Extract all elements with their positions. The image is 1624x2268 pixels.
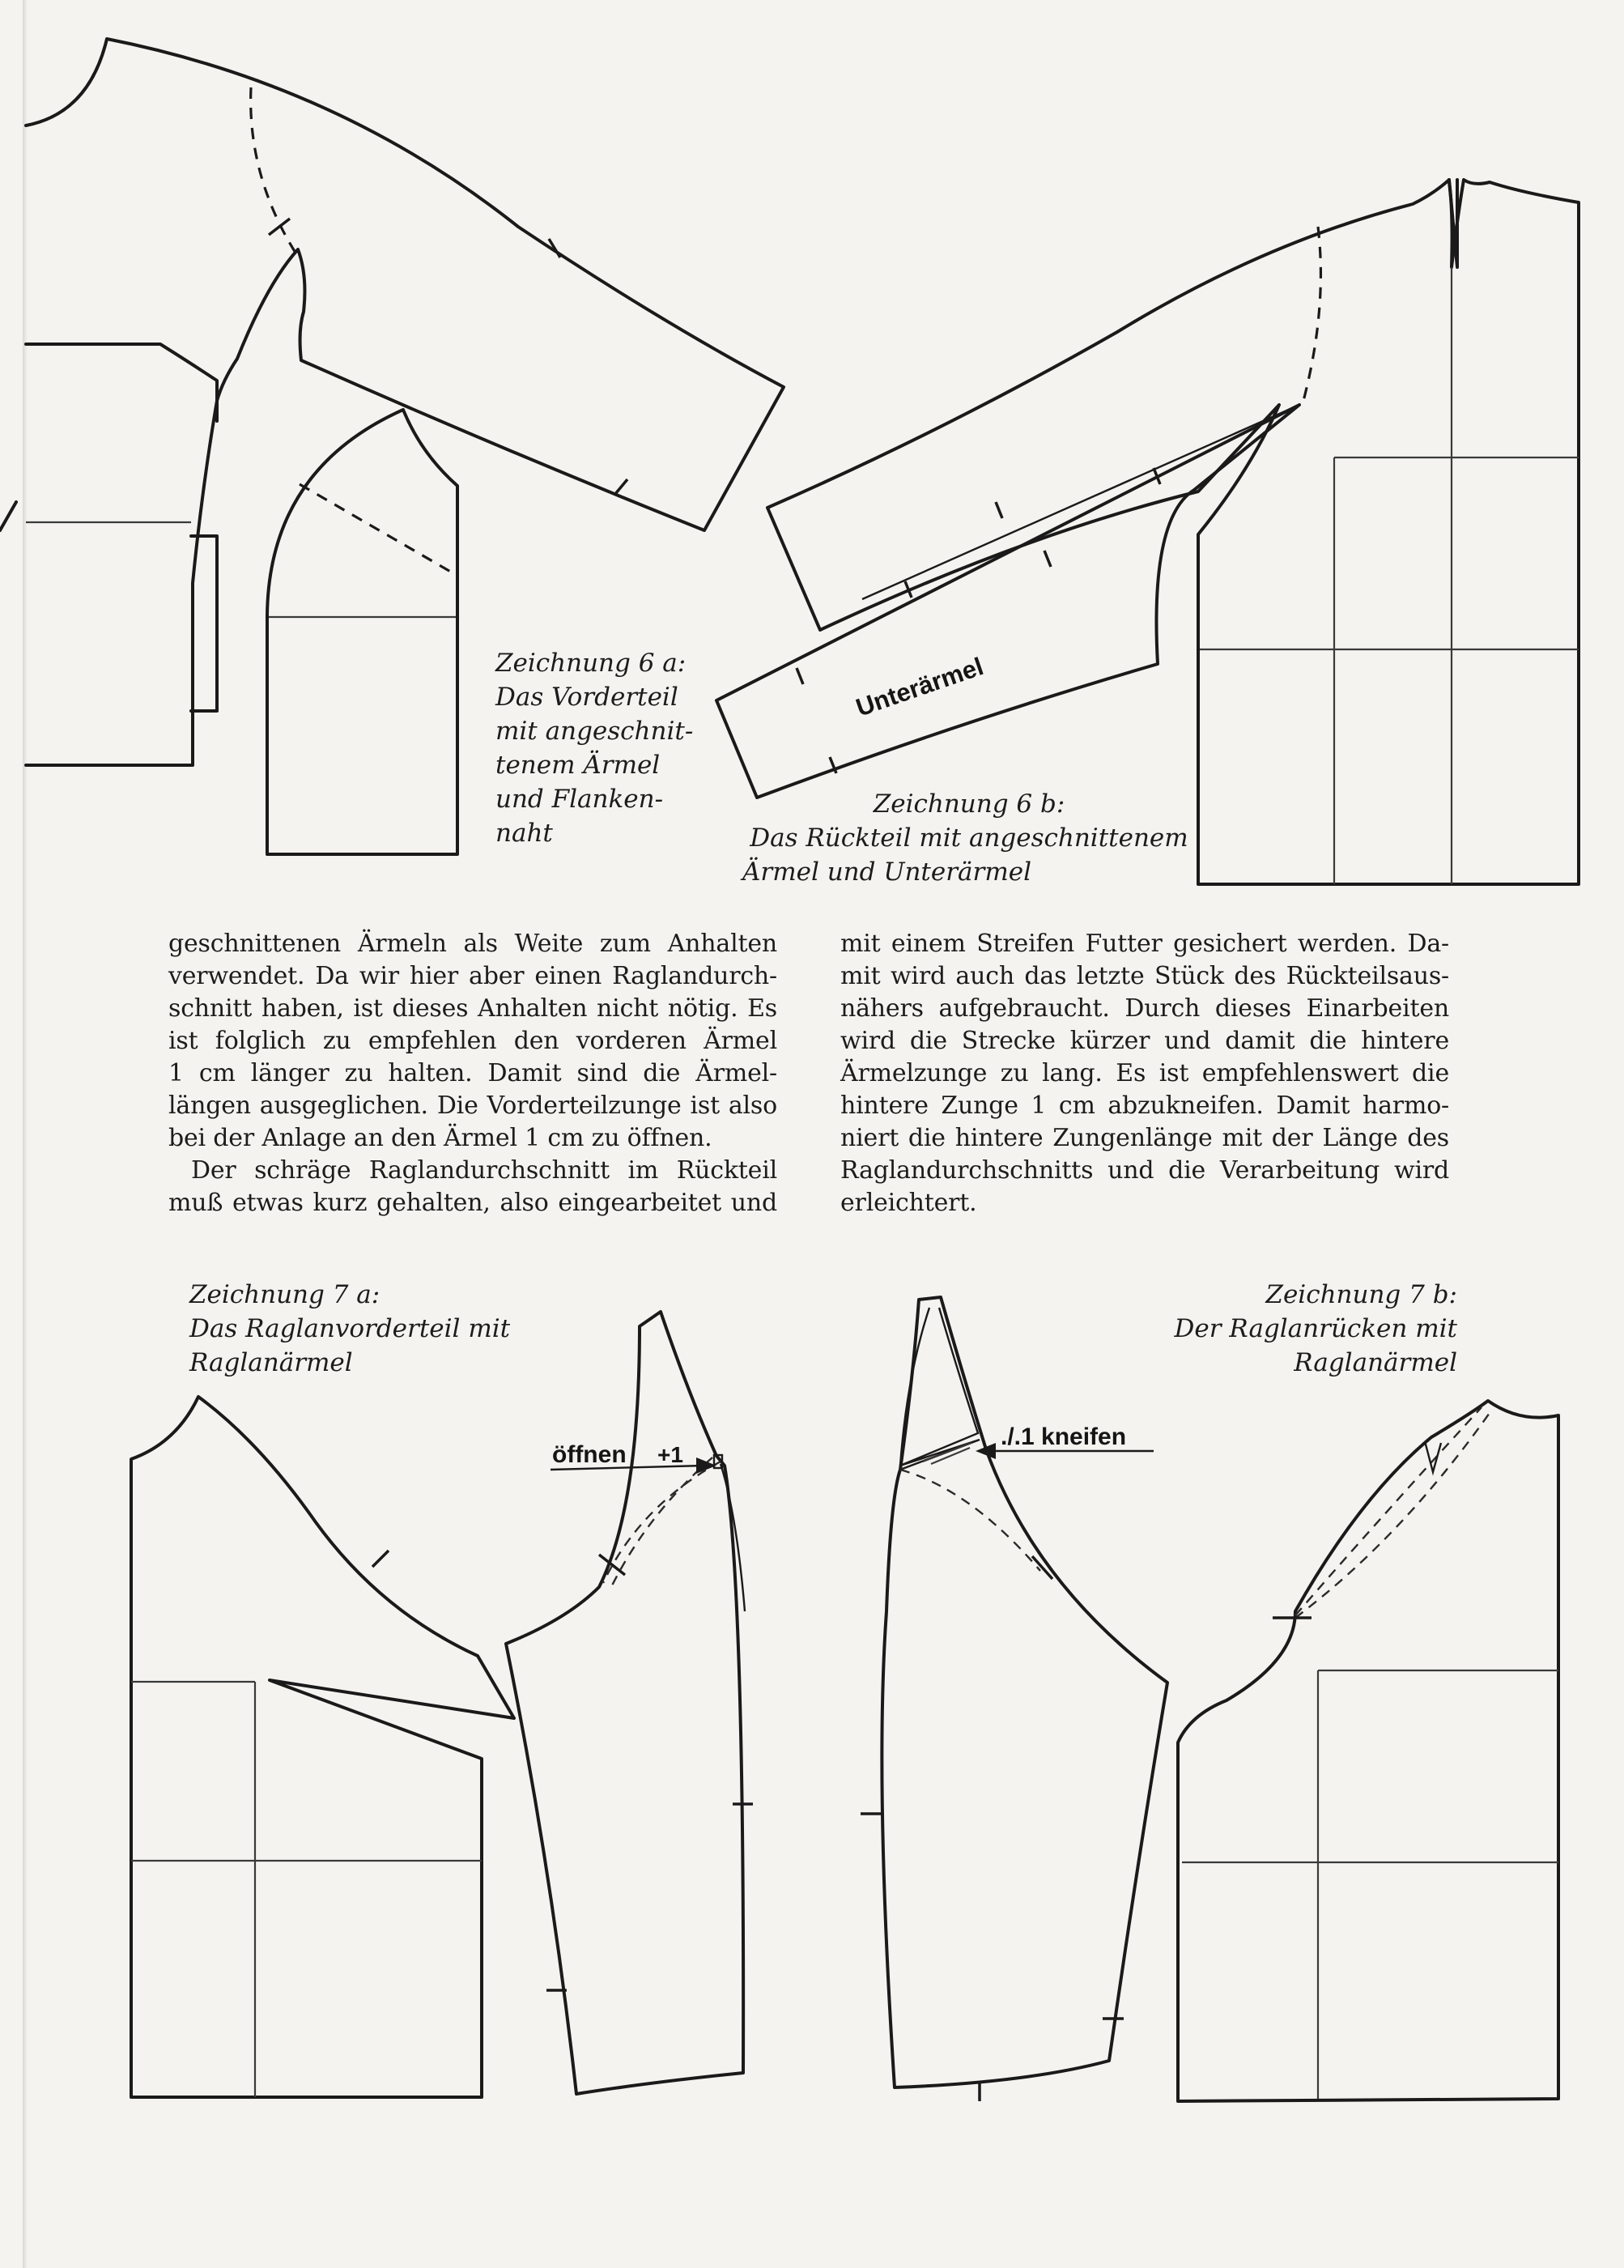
- fig6a-notch-1: [269, 219, 290, 235]
- fig7a-notch-1: [372, 1551, 389, 1567]
- text-line: muß etwas kurz gehalten, also eingearbeitet und: [168, 1189, 777, 1217]
- text-line: bei der Anlage an den Ärmel 1 cm zu öffnen.: [168, 1124, 712, 1152]
- fig6a-side-piece-dashed: [300, 484, 453, 573]
- fig7b-back-dashed-1: [1295, 1407, 1482, 1615]
- caption-fig-7a: [189, 1278, 510, 1380]
- fig7b-sleeve-outline: [882, 1297, 1167, 2087]
- fig6b-label-unterarmel: Unterärmel: [852, 652, 988, 722]
- fig7a-label-offnen: öffnen: [552, 1441, 627, 1468]
- fig6b-notch-1: [996, 502, 1002, 518]
- text-line: hintere Zunge 1 cm abzukneifen. Damit harmo-: [840, 1091, 1449, 1120]
- caption-line: Zeichnung 6 a:: [495, 649, 687, 678]
- caption-line: naht: [495, 819, 553, 848]
- fig6b-dashed-armhole: [1303, 227, 1320, 401]
- text-line: 1 cm länger zu halten. Damit sind die Ärmel-: [168, 1059, 777, 1087]
- fig7b-label-kneifen: ./.1 kneifen: [1001, 1423, 1127, 1450]
- caption-line: Der Raglanrücken mit: [1174, 1314, 1457, 1343]
- caption-line: Zeichnung 7 a:: [189, 1280, 380, 1309]
- fig7a-label-plus1: +1: [657, 1442, 683, 1467]
- caption-line: Das Rückteil mit angeschnittenem: [750, 823, 1188, 853]
- text-line: Raglandurchschnitts und die Verarbeitung wird: [840, 1156, 1449, 1185]
- caption-line: Raglanärmel: [189, 1348, 353, 1377]
- text-line: geschnittenen Ärmeln als Weite zum Anhalten: [168, 930, 777, 958]
- caption-line: Raglanärmel: [1294, 1348, 1457, 1377]
- caption-fig-6b: [742, 787, 1196, 889]
- figure-6b-drawing: [716, 180, 1579, 884]
- caption-line: Das Raglanvorderteil mit: [189, 1314, 511, 1343]
- fig7b-back-dashed-2: [1295, 1413, 1490, 1618]
- caption-line: Zeichnung 6 b:: [873, 789, 1065, 819]
- fig6a-notch-3: [615, 479, 627, 494]
- fig6b-notch-5: [797, 668, 803, 684]
- text-line: niert die hintere Zungenlänge mit der Länge des: [840, 1124, 1449, 1152]
- fig7b-back-dart: [1425, 1441, 1441, 1472]
- fig7a-front-piece-outline: [131, 1397, 514, 2097]
- fig6b-notch-3: [1044, 551, 1051, 567]
- text-line: ist folglich zu empfehlen den vorderen Ärmel: [168, 1027, 777, 1055]
- caption-line: Zeichnung 7 b:: [1265, 1280, 1457, 1309]
- text-line: erleichtert.: [840, 1189, 977, 1217]
- caption-line: Ärmel und Unterärmel: [742, 857, 1032, 887]
- caption-line: mit angeschnit-: [495, 717, 694, 746]
- text-line: längen ausgeglichen. Die Vorderteilzunge ist also: [168, 1091, 777, 1120]
- caption-line: und Flanken-: [495, 785, 664, 814]
- text-line: Ärmelzunge zu lang. Es ist empfehlenswert die: [840, 1059, 1449, 1087]
- text-line: mit einem Streifen Futter gesichert werden. Da-: [840, 930, 1449, 958]
- caption-line: Das Vorderteil: [495, 683, 678, 712]
- fig6a-side-piece-outline: [267, 410, 457, 854]
- fig6b-back-piece-outline: [767, 180, 1579, 884]
- fig6a-dashed-armhole: [251, 87, 300, 259]
- caption-fig-6a: [495, 646, 693, 850]
- text-line: nähers aufgebraucht. Durch dieses Einarbeiten: [840, 994, 1449, 1023]
- fig7b-back-piece-outline: [1178, 1401, 1558, 2101]
- fig6b-under-sleeve-outline: [716, 405, 1299, 798]
- body-text-left-column: [168, 928, 777, 1219]
- body-text-right-column: [840, 928, 1449, 1219]
- fig6a-side-panel: [26, 344, 217, 421]
- text-line: wird die Strecke kürzer und damit die hintere: [840, 1027, 1449, 1055]
- caption-fig-7b: [1117, 1278, 1457, 1380]
- text-line: verwendet. Da wir hier aber einen Raglandurch-: [168, 962, 777, 990]
- fig6a-edge-fragment: [0, 502, 16, 530]
- text-line: mit wird auch das letzte Stück des Rückteilsaus-: [840, 962, 1449, 990]
- text-line: schnitt haben, ist dieses Anhalten nicht nötig. Es: [168, 994, 777, 1023]
- fig7a-sleeve-outline: [506, 1312, 743, 2094]
- figure-7b-drawing: [861, 1297, 1558, 2101]
- figure-7a-drawing: [131, 1312, 753, 2097]
- fig7a-sleeve-dashed-2: [611, 1457, 712, 1587]
- text-line: Der schräge Raglandurchschnitt im Rückteil: [191, 1156, 777, 1185]
- caption-line: tenem Ärmel: [495, 751, 661, 780]
